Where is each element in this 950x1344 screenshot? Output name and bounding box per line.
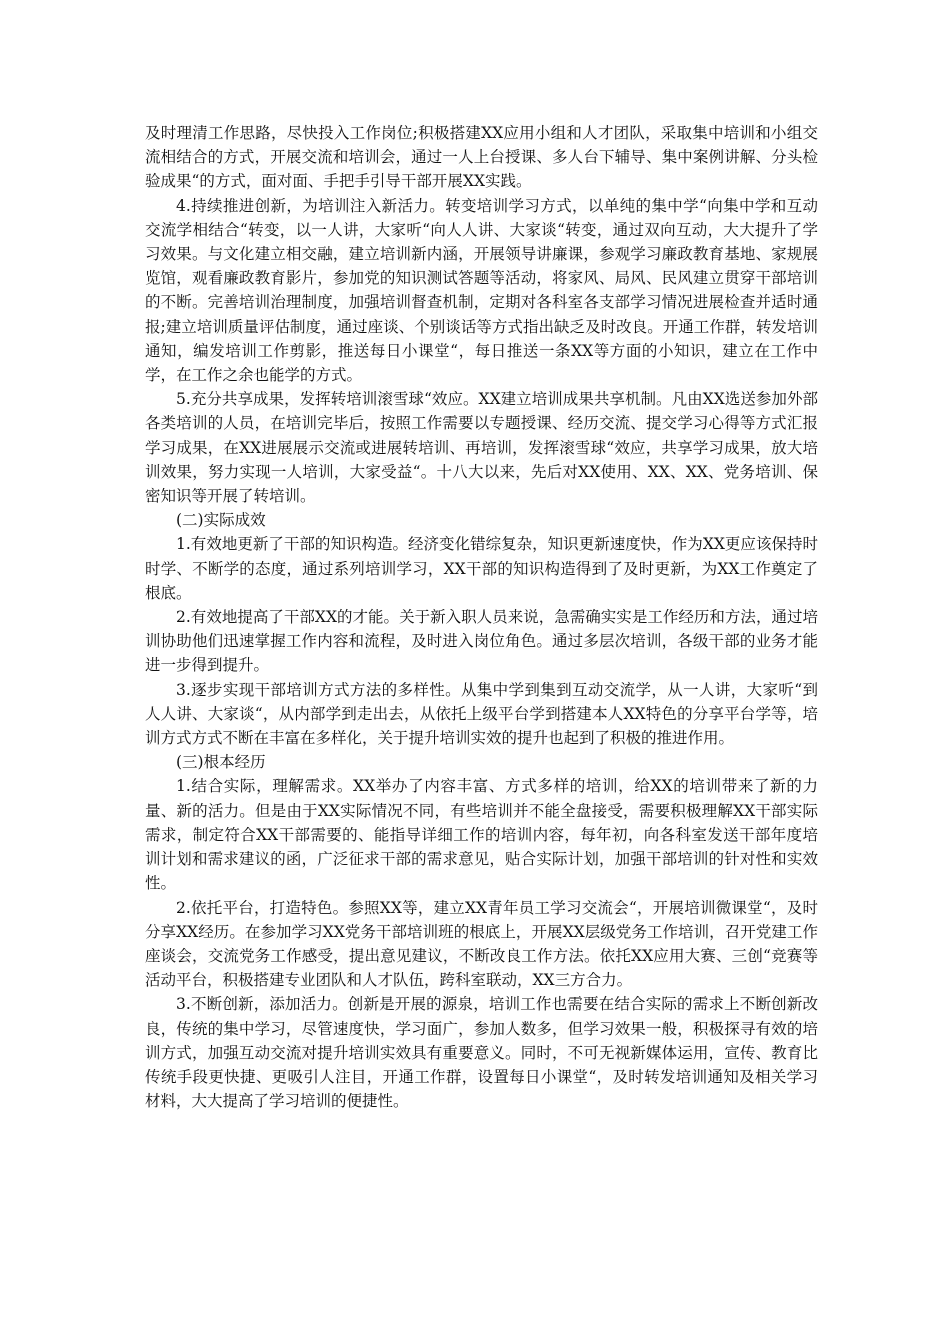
paragraph-continued: 及时理清工作思路，尽快投入工作岗位;积极搭建XX应用小组和人才团队，采取集中培训和小组交流相结合的方式，开展交流和培训会，通过一人上台授课、多人台下辅导、集中案例讲解、分头检验成果“的方式，面对面、手把手引导干部开展XX实践。: [145, 124, 818, 191]
paragraph-result-3: 3.逐步实现干部培训方式方法的多样性。从集中学到集到互动交流学，从一人讲，大家听“到人人讲、大家谈“，从内部学到走出去，从依托上级平台学到搭建本人XX特色的分享平台学等，培训方式方式不断在丰富在多样化，关于提升培训实效的提升也起到了积极的推进作用。: [145, 680, 818, 748]
section-heading-experience: (三)根本经历: [176, 753, 266, 772]
paragraph-result-2: 2.有效地提高了干部XX的才能。关于新入职人员来说，急需确实实是工作经历和方法，通过培训协助他们迅速掌握工作内容和流程，及时进入岗位角色。通过多层次培训，各级干部的业务才能进一步得到提升。: [145, 608, 818, 675]
paragraph-experience-1: 1.结合实际，理解需求。XX举办了内容丰富、方式多样的培训，给XX的培训带来了新的力量、新的活力。但是由于XX实际情况不同，有些培训并不能全盘接受，需要积极理解XX干部实际需求，制定符合XX干部需要的、能指导详细工作的培训内容，每年初，向各科室发送干部年度培训计划和需求建议的函，广泛征求干部的需求意见，贴合实际计划，加强干部培训的针对性和实效性。: [145, 777, 818, 893]
paragraph-result-1: 1.有效地更新了干部的知识构造。经济变化错综复杂，知识更新速度快，作为XX更应该保持时时学、不断学的态度，通过系列培训学习，XX干部的知识构造得到了及时更新，为XX工作奠定了根底。: [145, 535, 818, 602]
paragraph-innovation: 4.持续推进创新，为培训注入新活力。转变培训学习方式，以单纯的集中学“向集中学和互动交流学相结合“转变，以一人讲，大家听“向人人讲、大家谈“转变，通过双向互动，大大提升了学习效果。与文化建立相交融，建立培训新内涵，开展领导讲廉课，参观学习廉政教育基地、家规展览馆，观看廉政教育影片，参加党的知识测试答题等活动，将家风、局风、民风建立贯穿干部培训的不断。完善培训治理制度，加强培训督查机制，定期对各科室各支部学习情况进展检查并适时通报;建立培训质量评估制度，通过座谈、个别谈话等方式指出缺乏及时改良。开通工作群，转发培训通知，编发培训工作剪影，推送每日小课堂“，每日推送一条XX等方面的小知识，建立在工作中学，在工作之余也能学的方式。: [145, 196, 818, 385]
paragraph-experience-3: 3.不断创新，添加活力。创新是开展的源泉，培训工作也需要在结合实际的需求上不断创新改良，传统的集中学习，尽管速度快，学习面广，参加人数多，但学习效果一般，积极探寻有效的培训方式，加强互动交流对提升培训实效具有重要意义。同时，不可无视新媒体运用，宣传、教育比传统手段更快捷、更吸引人注目，开通工作群，设置每日小课堂“，及时转发培训通知及相关学习材料，大大提高了学习培训的便捷性。: [145, 995, 818, 1111]
paragraph-sharing: 5.充分共享成果，发挥转培训滚雪球“效应。XX建立培训成果共享机制。凡由XX选送参加外部各类培训的人员，在培训完毕后，按照工作需要以专题授课、经历交流、提交学习心得等方式汇报学习成果，在XX进展展示交流或进展转培训、再培训，发挥滚雪球“效应，共享学习成果，放大培训效果，努力实现一人培训，大家受益“。十八大以来，先后对XX使用、XX、XX、党务培训、保密知识等开展了转培训。: [145, 390, 818, 506]
section-heading-results: (二)实际成效: [176, 511, 266, 530]
paragraph-experience-2: 2.依托平台，打造特色。参照XX等，建立XX青年员工学习交流会“，开展培训微课堂“，及时分享XX经历。在参加学习XX党务干部培训班的根底上，开展XX层级党务工作培训，召开党建工作座谈会，交流党务工作感受，提出意见建议，不断改良工作方法。依托XX应用大赛、三创“竞赛等活动平台，积极搭建专业团队和人才队伍，跨科室联动，XX三方合力。: [145, 898, 818, 990]
